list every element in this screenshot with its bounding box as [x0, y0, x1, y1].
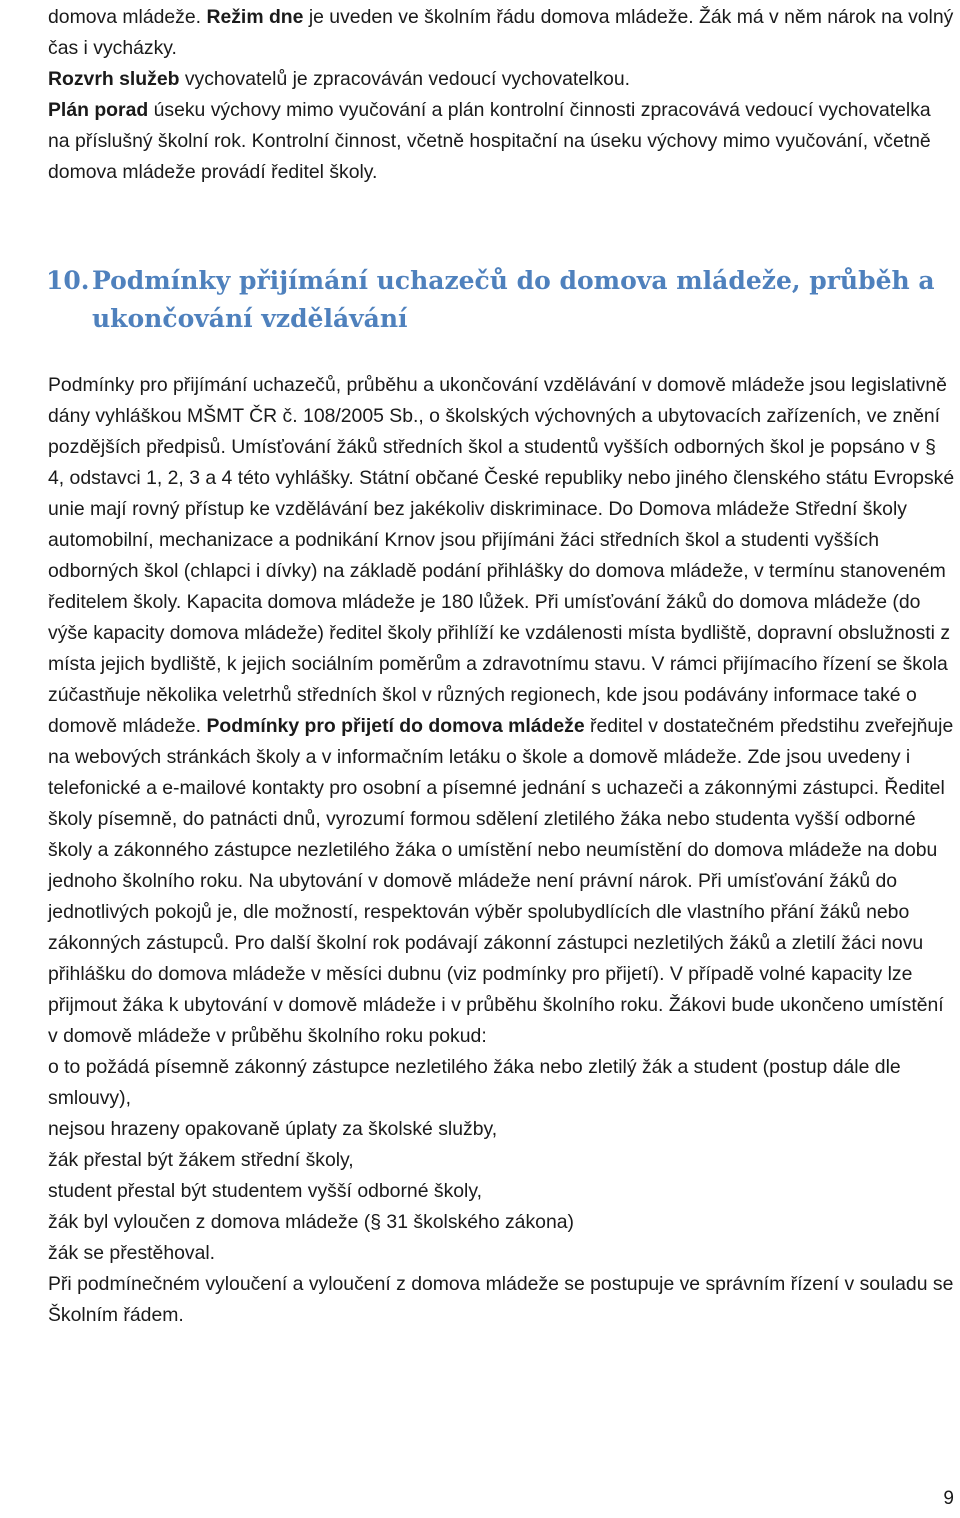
list-item: nejsou hrazeny opakovaně úplaty za školské služby, — [48, 1118, 498, 1140]
intro-text: domova mládeže. — [48, 6, 207, 28]
intro-text: je uveden ve školním řádu domova mládeže. Žák má v něm nárok na volný čas i vycházky. — [48, 6, 954, 59]
section-number: 10. — [46, 266, 90, 295]
section-10 — [48, 262, 956, 1331]
page-number: 9 — [943, 1488, 954, 1509]
intro-bold-plan: Plán porad — [48, 99, 149, 121]
intro-text: vychovatelů je zpracováván vedoucí vychovatelkou. — [179, 68, 631, 90]
section-title: Podmínky přijímání uchazečů do domova mládeže, průběh a ukončování vzdělávání — [92, 266, 935, 333]
list-item: o to požádá písemně zákonný zástupce nezletilého žáka nebo zletilý žák a student (postup dále dle smlouvy), — [48, 1056, 901, 1109]
intro-text: úseku výchovy mimo vyučování a plán kontrolní činnosti zpracovává vedoucí vychovatelka na příslušný školní rok. Kontrolní činnost, včetně hospitační na úseku výchovy mimo vyučování, včetně domova mládeže provádí ředitel školy. — [48, 99, 931, 183]
closing-paragraph: Při podmínečném vyloučení a vyloučení z domova mládeže se postupuje ve správním řízení v souladu se Školním řádem. — [48, 1273, 954, 1326]
list-item: žák přestal být žákem střední školy, — [48, 1149, 354, 1171]
list-item: žák se přestěhoval. — [48, 1242, 216, 1264]
document-page — [48, 2, 956, 1331]
body-text: Podmínky pro přijímání uchazečů, průběhu a ukončování vzdělávání v domově mládeže jsou legislativně dány vyhláškou MŠMT ČR č. 108/2005 Sb., o školských výchovných a ubytovacích zařízeních, ve znění pozdějších předpisů. Umísťování žáků středních škol a studentů vyšších odborných škol je popsáno v § 4, odstavci 1, 2, 3 a 4 této vyhlášky. Státní občané České republiky nebo jiného členského státu Evropské unie mají rovný přístup ke vzdělávání bez jakékoliv diskriminace. Do Domova mládeže Střední školy automobilní, mechanizace a podnikání Krnov jsou přijímáni žáci středních škol a studenti vyšších odborných škol (chlapci i dívky) na základě podání přihlášky do domova mládeže, v termínu stanoveném ředitelem školy. Kapacita domova mládeže je 180 lůžek. Při umísťování žáků do domova mládeže (do výše kapacity domova mládeže) ředitel školy přihlíží ke vzdálenosti místa bydliště, dopravní obslužnosti z místa jejich bydliště, k jejich sociálním poměrům a zdravotnímu stavu. V rámci přijímacího řízení se škola zúčastňuje několika veletrhů středních škol v různých regionech, kde jsou podávány informace také o domově mládeže. — [48, 374, 955, 737]
body-paragraph — [48, 370, 956, 1052]
intro-paragraph — [48, 2, 956, 188]
intro-bold-rozvrh: Rozvrh služeb — [48, 68, 180, 90]
body-bold-podminky: Podmínky pro přijetí do domova mládeže — [206, 715, 585, 737]
section-heading — [48, 262, 956, 338]
list-item: žák byl vyloučen z domova mládeže (§ 31 školského zákona) — [48, 1211, 574, 1233]
list-item: student přestal být studentem vyšší odborné školy, — [48, 1180, 482, 1202]
section-body — [48, 370, 956, 1331]
intro-bold-rezim: Režim dne — [206, 6, 304, 28]
body-text: ředitel v dostatečném předstihu zveřejňuje na webových stránkách školy a v informačním letáku o škole a domově mládeže. Zde jsou uvedeny i telefonické a e-mailové kontakty pro osobní a písemné jednání s uchazeči a zákonnými zástupci. Ředitel školy písemně, do patnácti dnů, vyrozumí formou sdělení zletilého žáka nebo studenta vyšší odborné školy a zákonného zástupce nezletilého žáka o umístění nebo neumístění do domova mládeže na dobu jednoho školního roku. Na ubytování v domově mládeže není právní nárok. Při umísťování žáků do jednotlivých pokojů je, dle možností, respektován výběr spolubydlících dle vlastního přání žáků nebo zákonných zástupců. Pro další školní rok podávají zákonní zástupci nezletilých žáků a zletilí žáci novu přihlášku do domova mládeže v měsíci dubnu (viz podmínky pro přijetí). V případě volné kapacity lze přijmout žáka k ubytování v domově mládeže i v průběhu školního roku. Žákovi bude ukončeno umístění v domově mládeže v průběhu školního roku pokud: — [48, 715, 954, 1047]
